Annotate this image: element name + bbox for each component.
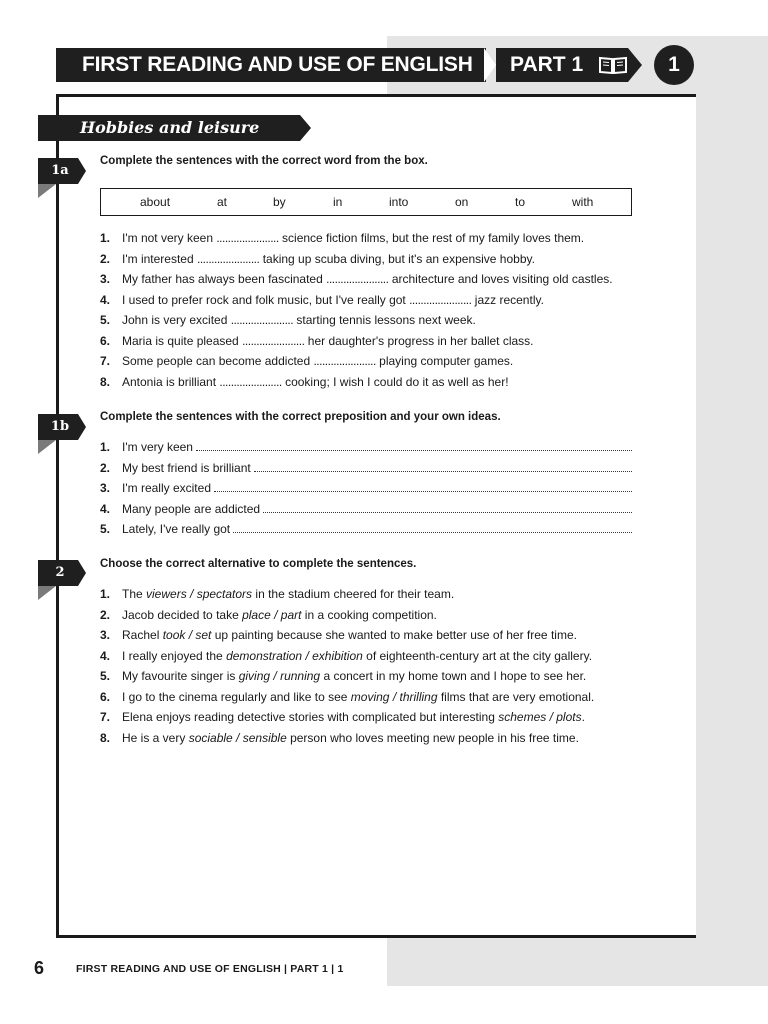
sentence-end: person who loves meeting new people in his free time.: [286, 730, 579, 745]
sentence-end: in the stadium cheered for their team.: [252, 587, 455, 601]
item-number: 3.: [100, 272, 111, 286]
sentence-end: playing computer games.: [375, 354, 514, 368]
item-number: 5.: [100, 522, 111, 536]
sentence-start: Antonia is brilliant: [122, 374, 220, 389]
word-box-item: at: [217, 195, 228, 209]
item-number: 5.: [100, 313, 111, 327]
item-number: 6.: [100, 689, 111, 704]
answer-line[interactable]: [254, 460, 632, 472]
sentence-item: [100, 312, 476, 328]
sentence-start: Lately, I've really got: [122, 522, 231, 536]
sentence-item: [100, 460, 632, 476]
sentence-end: science fiction films, but the rest of my family loves them.: [278, 231, 585, 245]
exercise-label: 1a: [51, 163, 69, 178]
sentence-start: Some people can become addicted: [122, 354, 314, 368]
word-box-item: on: [455, 195, 469, 209]
header-part-label: PART 1: [510, 53, 584, 76]
answer-gap[interactable]: ......................: [230, 313, 294, 327]
sentence-end: up painting because she wanted to make better use of her free time.: [211, 628, 577, 642]
item-number: 1.: [100, 231, 111, 245]
sentence-item: [100, 730, 579, 746]
sentence-start: I'm not very keen: [122, 231, 217, 245]
item-number: 2.: [100, 251, 111, 266]
sentence-item: [100, 607, 437, 623]
word-box-item: in: [333, 195, 343, 209]
sentence-item: [100, 271, 613, 287]
topic-title: Hobbies and leisure: [80, 118, 260, 137]
answer-gap[interactable]: ......................: [216, 231, 279, 245]
header-part-chevron: [628, 48, 642, 82]
alternative-choice[interactable]: schemes / plots: [498, 710, 582, 724]
sentence-start: He is a very: [122, 730, 189, 745]
item-number: 7.: [100, 354, 111, 368]
sentence-item: [100, 521, 632, 537]
footer-text: FIRST READING AND USE OF ENGLISH | PART 1 | 1: [76, 963, 344, 975]
item-number: 3.: [100, 628, 111, 642]
exercise-tab-2: [38, 560, 86, 586]
alternative-choice[interactable]: giving / running: [238, 669, 321, 683]
exercise-label: 1b: [50, 419, 70, 434]
sentence-end: .: [581, 710, 585, 724]
alternative-choice[interactable]: sociable / sensible: [188, 730, 287, 745]
sentence-item: [100, 668, 586, 684]
sentence-item: [100, 586, 454, 602]
item-number: 4.: [100, 501, 111, 516]
sentence-item: [100, 251, 535, 267]
exercise-label: 2: [55, 565, 65, 580]
sentence-start: The: [122, 587, 147, 601]
item-number: 8.: [100, 374, 111, 389]
sentence-end: films that are very emotional.: [437, 689, 595, 704]
word-box-item: about: [140, 195, 171, 209]
answer-gap[interactable]: ......................: [197, 251, 260, 266]
frame-left-border: [56, 94, 59, 938]
exercise-1a-instruction: Complete the sentences with the correct word from the box.: [100, 155, 428, 167]
item-number: 2.: [100, 607, 111, 622]
sentence-item: [100, 439, 632, 455]
answer-gap[interactable]: ......................: [219, 374, 282, 389]
word-box-item: by: [273, 195, 286, 209]
item-number: 6.: [100, 333, 111, 348]
sentence-end: jazz recently.: [471, 292, 544, 307]
answer-gap[interactable]: ......................: [326, 272, 389, 286]
sentence-end: starting tennis lessons next week.: [293, 313, 476, 327]
sentence-start: I'm really excited: [122, 481, 211, 495]
sentence-end: cooking; I wish I could do it as well as her!: [281, 374, 509, 389]
topic-banner: [38, 115, 300, 141]
item-number: 2.: [100, 460, 111, 475]
exercise-2-instruction: Choose the correct alternative to complete the sentences.: [100, 558, 417, 570]
answer-line[interactable]: [214, 480, 632, 492]
sentence-item: [100, 333, 534, 349]
sentence-start: I used to prefer rock and folk music, but I've really got: [122, 292, 410, 307]
sentence-item: [100, 709, 585, 725]
item-number: 4.: [100, 292, 111, 307]
sentence-item: [100, 501, 632, 517]
alternative-choice[interactable]: viewers / spectators: [146, 587, 253, 601]
sentence-item: [100, 292, 544, 308]
sentence-item: [100, 353, 513, 369]
answer-gap[interactable]: ......................: [313, 354, 376, 368]
exercise-1b-instruction: Complete the sentences with the correct preposition and your own ideas.: [100, 411, 501, 423]
item-number: 7.: [100, 710, 111, 724]
answer-gap[interactable]: ......................: [409, 292, 472, 307]
sentence-end: taking up scuba diving, but it's an expensive hobby.: [259, 251, 535, 266]
answer-gap[interactable]: ......................: [242, 333, 305, 348]
sentence-item: [100, 689, 594, 705]
answer-line[interactable]: [233, 521, 632, 533]
sentence-start: My favourite singer is: [122, 669, 239, 683]
alternative-choice[interactable]: demonstration / exhibition: [226, 648, 363, 663]
sentence-end: her daughter's progress in her ballet class.: [304, 333, 534, 348]
page-number: 6: [34, 958, 45, 978]
word-box-item: to: [515, 195, 526, 209]
alternative-choice[interactable]: place / part: [242, 607, 302, 622]
frame-bottom-border: [56, 935, 696, 938]
item-number: 5.: [100, 669, 111, 683]
unit-number-badge: 1: [654, 45, 694, 85]
sentence-start: My best friend is brilliant: [122, 460, 251, 475]
item-number: 1.: [100, 440, 111, 454]
item-number: 8.: [100, 730, 111, 745]
sentence-item: [100, 648, 592, 664]
sentence-start: Elena enjoys reading detective stories with complicated but interesting: [122, 710, 499, 724]
sentence-end: a concert in my home town and I hope to see her.: [320, 669, 587, 683]
word-box-item: with: [572, 195, 594, 209]
exercise-tab-1a: [38, 158, 86, 184]
sentence-end: in a cooking competition.: [301, 607, 437, 622]
header-chevron: [484, 48, 496, 82]
item-number: 3.: [100, 481, 111, 495]
sentence-start: I'm interested: [122, 251, 197, 266]
frame-top-border: [56, 94, 696, 97]
sentence-start: I really enjoyed the: [122, 648, 227, 663]
sentence-start: I go to the cinema regularly and like to see: [122, 689, 351, 704]
sentence-item: [100, 627, 577, 643]
sentence-end: of eighteenth-century art at the city gallery.: [362, 648, 593, 663]
alternative-choice[interactable]: moving / thrilling: [350, 689, 438, 704]
sentence-item: [100, 374, 509, 390]
sentence-start: Maria is quite pleased: [122, 333, 243, 348]
sentence-start: My father has always been fascinated: [122, 272, 327, 286]
sentence-item: [100, 230, 584, 246]
answer-line[interactable]: [196, 439, 632, 451]
sentence-end: architecture and loves visiting old castles.: [388, 272, 613, 286]
alternative-choice[interactable]: took / set: [162, 628, 212, 642]
word-box-item: into: [389, 195, 409, 209]
open-book-icon: [598, 56, 628, 79]
exercise-tab-1b: [38, 414, 86, 440]
item-number: 1.: [100, 587, 111, 601]
answer-line[interactable]: [263, 501, 632, 513]
header-title: FIRST READING AND USE OF ENGLISH: [82, 53, 473, 76]
sentence-item: [100, 480, 632, 496]
sentence-start: John is very excited: [122, 313, 231, 327]
sentence-start: Rachel: [122, 628, 163, 642]
item-number: 4.: [100, 648, 111, 663]
sentence-start: Jacob decided to take: [122, 607, 243, 622]
sentence-start: I'm very keen: [122, 440, 193, 454]
word-box: [100, 188, 632, 216]
sentence-start: Many people are addicted: [122, 501, 261, 516]
